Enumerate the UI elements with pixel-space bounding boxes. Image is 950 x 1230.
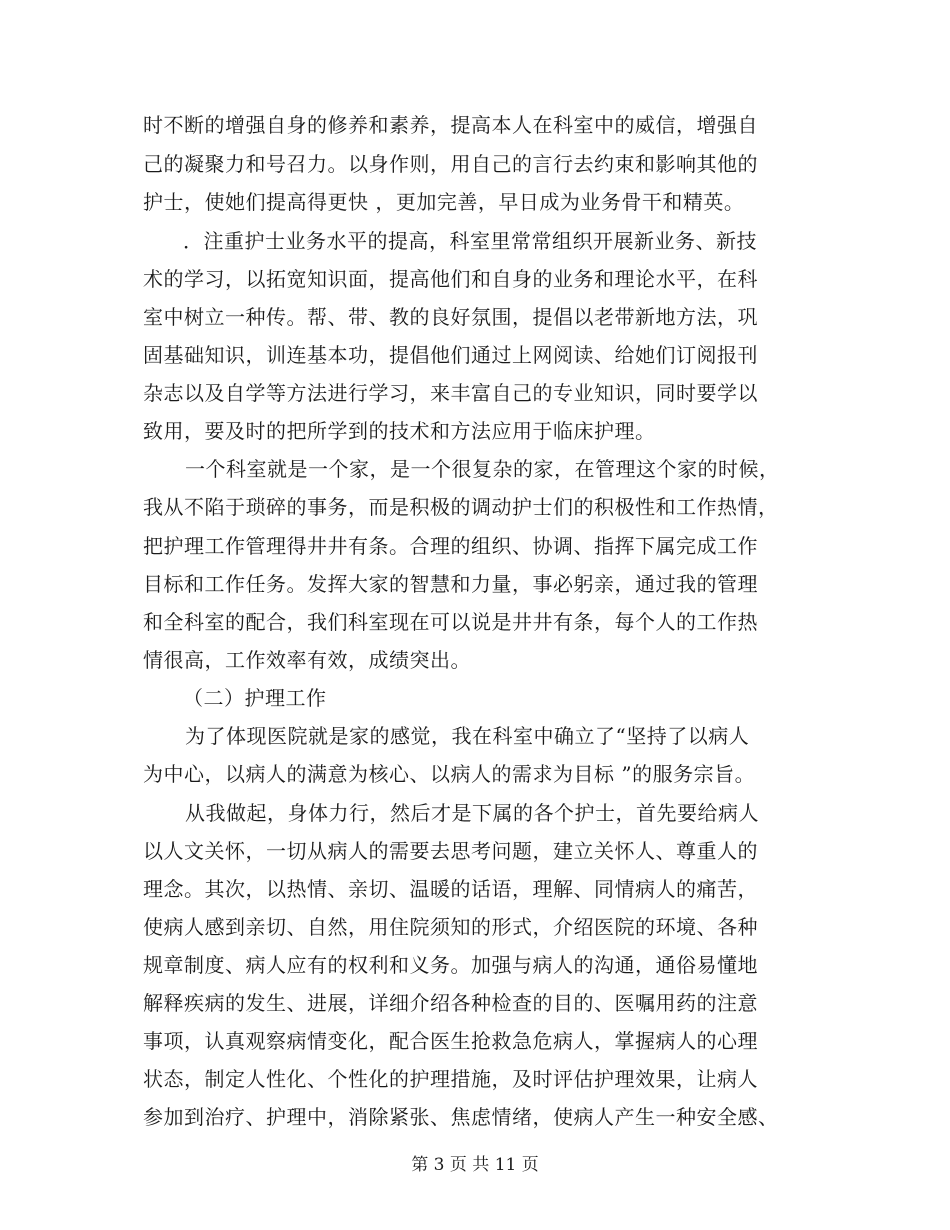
page-number-footer: 第 3 页 共 11 页 (411, 1155, 539, 1175)
body-line: 术的学习，以拓宽知识面，提高他们和自身的业务和理论水平，在科 (143, 267, 758, 291)
body-line: 护士，使她们提高得更快 ，更加完善，早日成为业务骨干和精英。 (143, 190, 745, 214)
body-line: 事项，认真观察病情变化，配合医生抢救急危病人，掌握病人的心理 (143, 1029, 758, 1053)
body-line: 参加到治疗、护理中，消除紧张、焦虑情绪，使病人产生一种安全感、 (143, 1105, 779, 1129)
body-line: 杂志以及自学等方法进行学习，来丰富自己的专业知识，同时要学以 (143, 381, 758, 405)
body-line: ．注重护士业务水平的提高，科室里常常组织开展新业务、新技 (183, 229, 757, 253)
body-line: 固基础知识，训连基本功，提倡他们通过上网阅读、给她们订阅报刊 (143, 343, 758, 367)
body-line: 情很高，工作效率有效，成绩突出。 (143, 648, 471, 672)
body-line: 规章制度、病人应有的权利和义务。加强与病人的沟通，通俗易懂地 (143, 953, 758, 977)
body-line: 解释疾病的发生、进展，详细介绍各种检查的目的、医嘱用药的注意 (143, 991, 758, 1015)
body-line: 我从不陷于琐碎的事务，而是积极的调动护士们的积极性和工作热情， (143, 495, 779, 519)
section-heading: （二）护理工作 (183, 686, 327, 710)
body-line: 和全科室的配合，我们科室现在可以说是井井有条，每个人的工作热 (143, 610, 758, 634)
body-line: 把护理工作管理得井井有条。合理的组织、协调、指挥下属完成工作 (143, 534, 758, 558)
body-line: 从我做起，身体力行，然后才是下属的各个护士，首先要给病人 (185, 801, 759, 825)
body-line: 理念。其次，以热情、亲切、温暖的话语，理解、同情病人的痛苦， (143, 877, 758, 901)
body-line: 室中树立一种传。帮、带、教的良好氛围，提倡以老带新地方法，巩 (143, 305, 758, 329)
body-line: 以人文关怀，一切从病人的需要去思考问题，建立关怀人、尊重人的 (143, 839, 758, 863)
body-line: 一个科室就是一个家，是一个很复杂的家，在管理这个家的时候， (185, 457, 780, 481)
body-line: 时不断的增强自身的修养和素养，提高本人在科室中的威信，增强自 (143, 113, 758, 137)
body-line: 为中心，以病人的满意为核心、以病人的需求为目标 ”的服务宗旨。 (143, 762, 756, 786)
body-line: 使病人感到亲切、自然，用住院须知的形式，介绍医院的环境、各种 (143, 915, 758, 939)
body-line: 己的凝聚力和号召力。以身作则，用自己的言行去约束和影响其他的 (143, 152, 758, 176)
body-line: 致用，要及时的把所学到的技术和方法应用于临床护理。 (143, 419, 656, 443)
body-line: 为了体现医院就是家的感觉，我在科室中确立了“坚持了以病人 (185, 724, 750, 748)
body-line: 状态，制定人性化、个性化的护理措施，及时评估护理效果，让病人 (143, 1067, 758, 1091)
body-line: 目标和工作任务。发挥大家的智慧和力量，事必躬亲，通过我的管理 (143, 572, 758, 596)
